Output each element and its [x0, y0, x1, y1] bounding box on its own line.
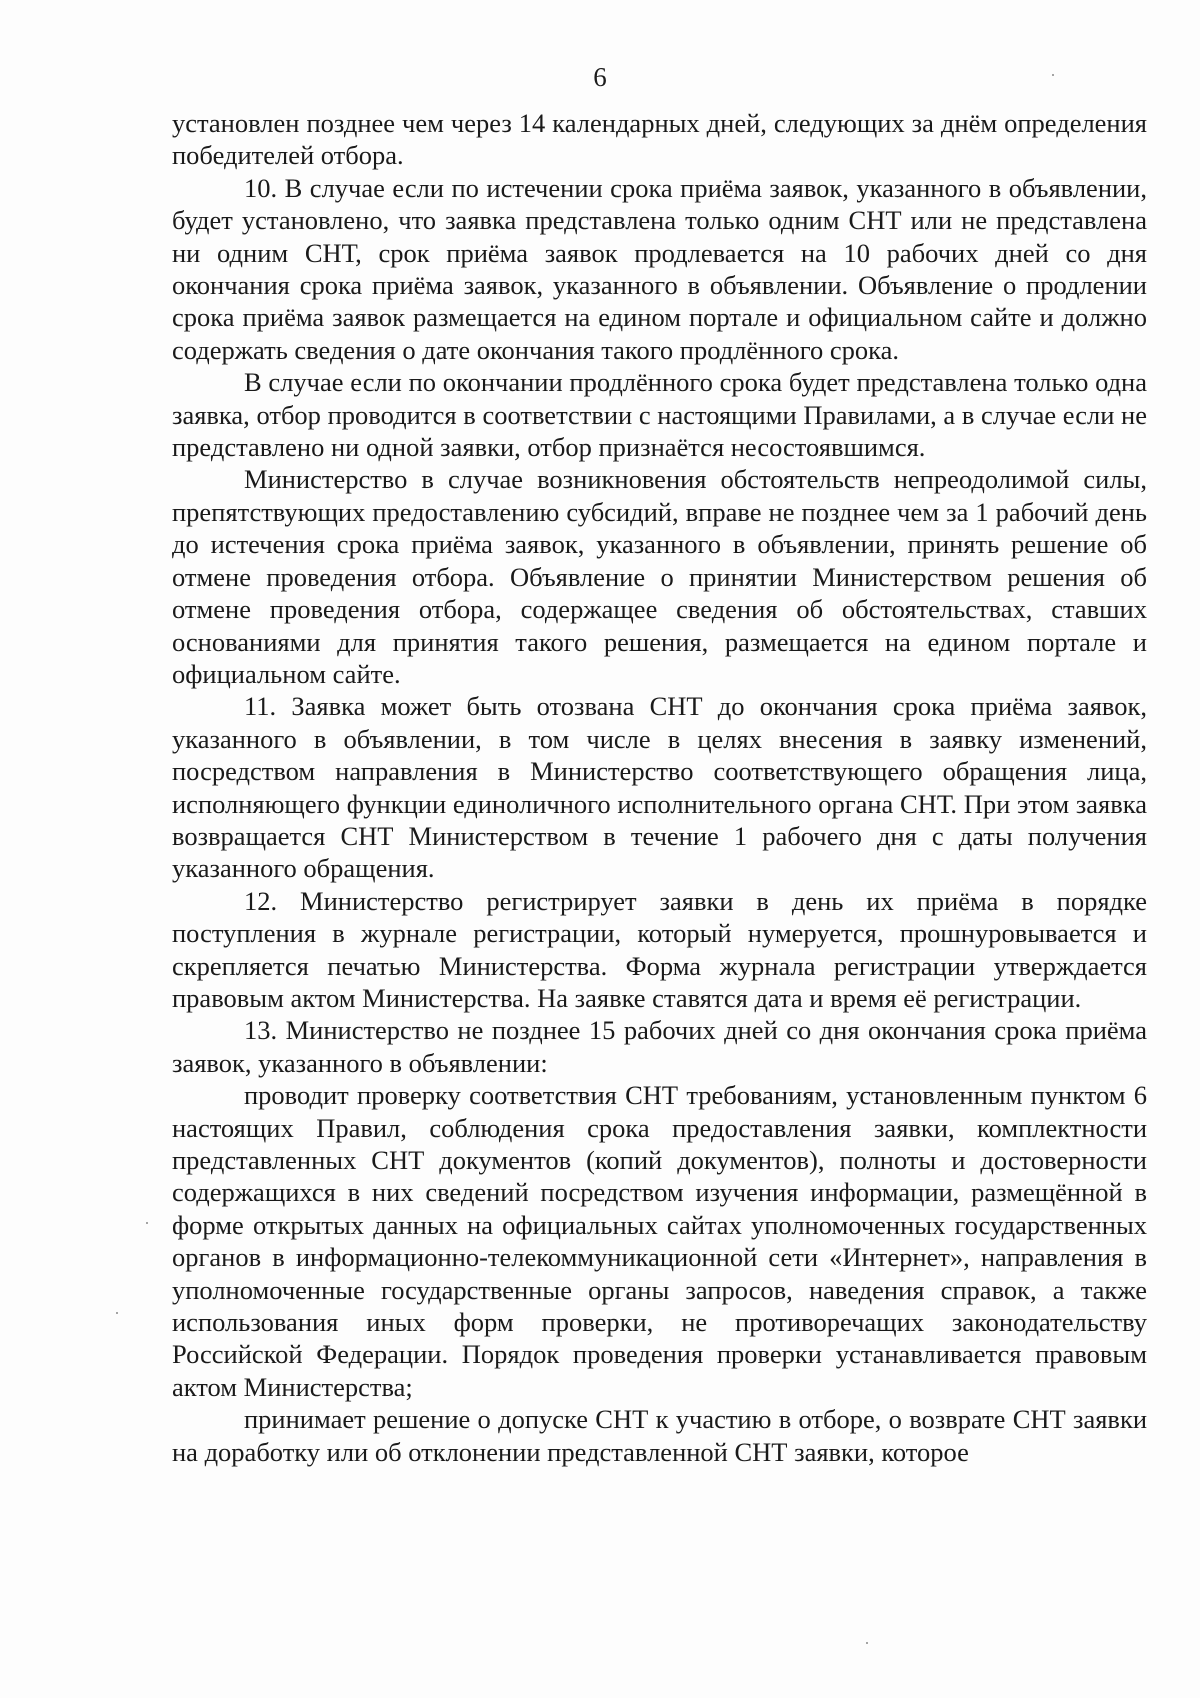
- scan-speck: [1052, 74, 1054, 76]
- paragraph-item-11: 11. Заявка может быть отозвана СНТ до окончания срока приёма заявок, указанного в объявлении, в том числе в целях внесения в заявку изменений, посредством направления в Министерство соответствующего обращения лица, исполняющего функции единоличного исполнительного органа СНТ. При этом заявка возвращается СНТ Министерством в течение 1 рабочего дня с даты получения указанного обращения.: [172, 691, 1147, 884]
- paragraph-item-10: 10. В случае если по истечении срока приёма заявок, указанного в объявлении, будет установлено, что заявка представлена только одним СНТ или не представлена ни одним СНТ, срок приёма заявок продлевается на 10 рабочих дней со дня окончания срока приёма заявок, указанного в объявлении. Объявление о продлении срока приёма заявок размещается на едином портале и официальном сайте и должно содержать сведения о дате окончания такого продлённого срока.: [172, 172, 1147, 365]
- paragraph-decision: принимает решение о допуске СНТ к участию в отборе, о возврате СНТ заявки на доработку или об отклонении представленной СНТ заявки, которое: [172, 1404, 1147, 1467]
- scan-speck: [146, 1222, 148, 1224]
- page-number: 6: [593, 62, 607, 92]
- scan-speck: [116, 1312, 118, 1314]
- paragraph-item-12: 12. Министерство регистрирует заявки в день их приёма в порядке поступления в журнале регистрации, который нумеруется, прошнуровывается и скрепляется печатью Министерства. Форма журнала регистрации утверждается правовым актом Министерства. На заявке ставятся дата и время её регистрации.: [172, 885, 1147, 1013]
- scan-speck: [866, 1642, 868, 1644]
- paragraph-continuation: установлен позднее чем через 14 календарных дней, следующих за днём определения победителей отбора.: [172, 108, 1147, 171]
- paragraph-item-13: 13. Министерство не позднее 15 рабочих дней со дня окончания срока приёма заявок, указанного в объявлении:: [172, 1015, 1147, 1078]
- document-body: [172, 107, 1147, 1468]
- paragraph-extended-term: В случае если по окончании продлённого срока будет представлена только одна заявка, отбор проводится в соответствии с настоящими Правилами, а в случае если не представлено ни одной заявки, отбор признаётся несостоявшимся.: [172, 367, 1147, 463]
- paragraph-verification: проводит проверку соответствия СНТ требованиям, установленным пунктом 6 настоящих Правил, соблюдения срока предоставления заявки, комплектности представленных СНТ документов (копий документов), полноты и достоверности содержащихся в них сведений посредством изучения информации, размещённой в форме открытых данных на официальных сайтах уполномоченных государственных органов в информационно-телекоммуникационной сети «Интернет», направления в уполномоченные государственные органы запросов, наведения справок, а также использования иных форм проверки, не противоречащих законодательству Российской Федерации. Порядок проведения проверки устанавливается правовым актом Министерства;: [172, 1080, 1147, 1402]
- paragraph-force-majeure: Министерство в случае возникновения обстоятельств непреодолимой силы, препятствующих предоставлению субсидий, вправе не позднее чем за 1 рабочий день до истечения срока приёма заявок, указанного в объявлении, принять решение об отмене проведения отбора. Объявление о принятии Министерством решения об отмене проведения отбора, содержащее сведения об обстоятельствах, ставших основаниями для принятия такого решения, размещается на едином портале и официальном сайте.: [172, 464, 1147, 689]
